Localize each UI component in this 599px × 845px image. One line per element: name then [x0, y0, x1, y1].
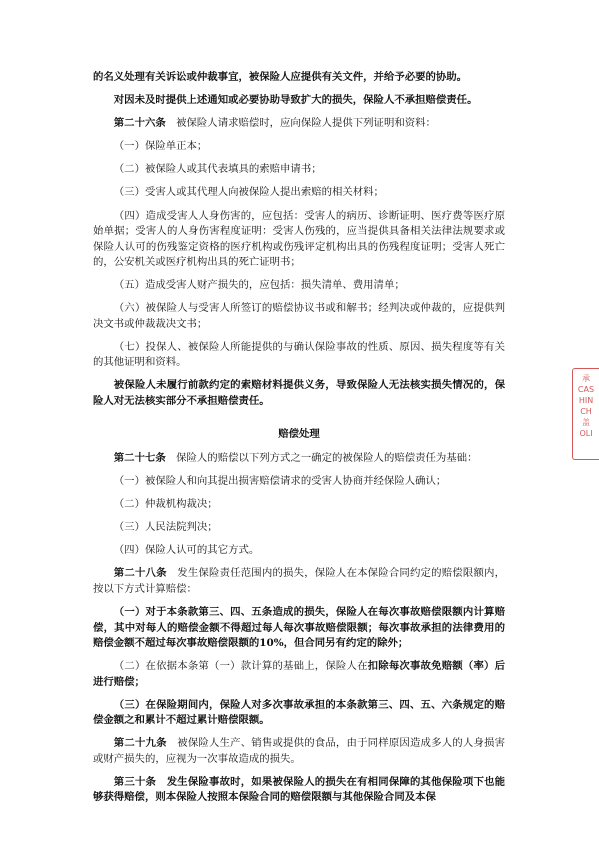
paragraph — [93, 775, 505, 806]
paragraph — [93, 736, 505, 767]
paragraph-text: （三）在保险期间内，保险人对多次事故承担的本条款第三、四、五、六条规定的赔偿金额之和累计不超过累计赔偿限额。 — [93, 698, 505, 727]
paragraph-text: （一）保险单正本； — [113, 140, 208, 153]
section-heading: 赔偿处理 — [278, 428, 320, 441]
paragraph-text: （六）被保险人与受害人所签订的赔偿协议书或和解书；经判决或仲裁的，应提供判决文书或仲裁裁决文书； — [93, 302, 505, 330]
paragraph-text: 的名义处理有关诉讼或仲裁事宜，被保险人应提供有关文件，并给予必要的协助。 — [93, 71, 468, 83]
clause-number: 第二十八条 — [113, 567, 167, 580]
paragraph-text: 发生保险事故时，如果被保险人的损失在有相同保障的其他保险项下也能够获得赔偿，则本保险人按照本保险合同的赔偿限额与其他保险合同及本保 — [93, 775, 505, 804]
paragraph — [93, 520, 505, 536]
seal-text: OLI — [579, 429, 593, 438]
paragraph-text: 对因未及时提供上述通知或必要协助导致扩大的损失，保险人不承担赔偿责任。 — [113, 94, 478, 107]
paragraph — [93, 605, 505, 652]
paragraph — [93, 566, 505, 597]
seal-text: HIN — [578, 396, 594, 405]
paragraph-text: （一）对于本条款第三、四、五条造成的损失，保险人在每次事故赔偿限额内计算赔偿，其中对每人的赔偿金额不得超过每人每次事故赔偿限额；每次事故承担的法律费用的赔偿金额不超过每次事故赔偿限额的10%，但合同另有约定的除外； — [93, 606, 505, 649]
paragraph — [93, 659, 505, 690]
paragraph — [93, 301, 505, 332]
paragraph-text: （七）投保人、被保险人所能提供的与确认保险事故的性质、原因、损失程度等有关的其他证明和资料。 — [93, 340, 505, 369]
paragraph-text: 保险人的赔偿以下列方式之一确定的被保险人的赔偿责任为基础： — [176, 451, 478, 464]
paragraph — [93, 185, 505, 201]
paragraph-text: （二）在依据本条第（一）款计算的基础上，保险人在 — [113, 660, 368, 673]
paragraph-text: （五）造成受害人财产损失的，应包括：损失清单、费用清单； — [113, 279, 405, 292]
paragraph-text: （二）被保险人或其代表填具的索赔申请书； — [113, 163, 322, 176]
paragraph-text: 发生保险责任范围内的损失，保险人在本保险合同约定的赔偿限额内，按以下方式计算赔偿： — [93, 567, 505, 595]
clauses-block-claims — [93, 70, 505, 409]
paragraph — [93, 474, 505, 490]
paragraph — [93, 209, 505, 271]
paragraph-text: （四）保险人认可的其它方式。 — [113, 544, 260, 557]
paragraph-text: 被保险人生产、销售或提供的食品，由于同样原因造成多人的人身损害或财产损失的，应视为一次事故造成的损失。 — [93, 737, 505, 765]
clause-number: 第二十九条 — [113, 737, 167, 750]
seal-text: 盖 — [582, 418, 590, 427]
document-page — [93, 70, 505, 813]
paragraph — [93, 139, 505, 155]
paragraph — [93, 70, 505, 86]
paragraph-text: （一）被保险人和向其提出损害赔偿请求的受害人协商并经保险人确认； — [113, 475, 447, 488]
paragraph — [93, 497, 505, 513]
paragraph — [93, 116, 505, 132]
paragraph — [93, 698, 505, 729]
clauses-block-compensation — [93, 451, 505, 806]
paragraph-text: （四）造成受害人人身伤害的，应包括：受害人的病历、诊断证明、医疗费等医疗原始单据；受害人的人身伤害程度证明：受害人伤残的，应当提供具备相关法律法规要求或保险人认可的伤残鉴定资格的医疗机构或伤残评定机构出具的伤残程度证明；受害人死亡的，公安机关或医疗机构出具的死亡证明书； — [93, 209, 505, 269]
paragraph-text: 被保险人请求赔偿时，应向保险人提供下列证明和资料： — [176, 117, 436, 130]
seal-stamp — [572, 368, 599, 460]
seal-text: 承 — [582, 374, 590, 383]
clause-number: 第二十七条 — [113, 451, 166, 464]
clause-number: 第三十条 — [113, 775, 157, 788]
paragraph-text: （三）人民法院判决； — [113, 521, 218, 534]
paragraph — [93, 340, 505, 371]
paragraph — [93, 93, 505, 109]
paragraph — [93, 162, 505, 178]
paragraph — [93, 451, 505, 467]
paragraph-text: （二）仲裁机构裁决； — [113, 498, 218, 511]
clause-number: 第二十六条 — [113, 117, 166, 130]
paragraph-text: 被保险人未履行前款约定的索赔材料提供义务，导致保险人无法核实损失情况的，保险人对无法核实部分不承担赔偿责任。 — [93, 379, 505, 407]
paragraph-text: （三）受害人或其代理人向被保险人提出索赔的相关材料； — [113, 186, 384, 199]
paragraph-bold-text: 扣除每次事故免赔额（率）后进行赔偿； — [93, 660, 505, 688]
paragraph — [93, 543, 505, 559]
seal-text: CH — [580, 407, 592, 416]
paragraph — [93, 378, 505, 409]
seal-text: CAS — [577, 385, 595, 394]
paragraph — [93, 278, 505, 294]
